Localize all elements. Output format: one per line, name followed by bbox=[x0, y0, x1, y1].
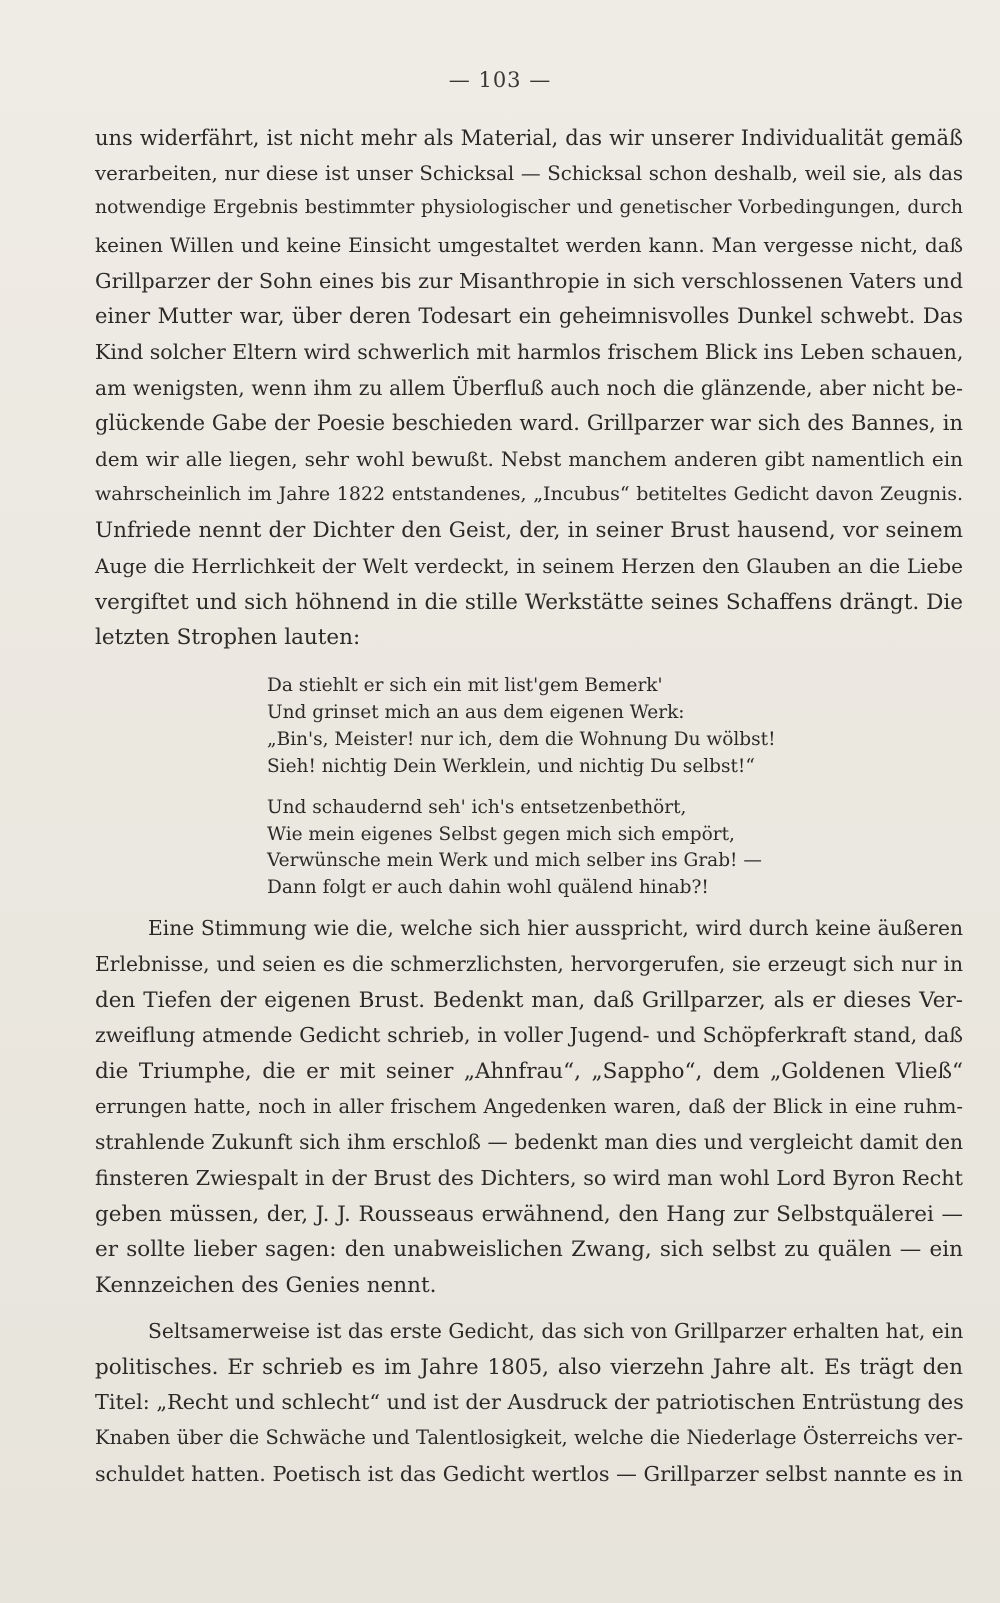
text-line: politisches. Er schrieb es im Jahre 1805, also vierzehn Jahre alt. Es trägt den bbox=[95, 1355, 963, 1380]
text-line: Eine Stimmung wie die, welche sich hier ausspricht, wird durch keine äußeren bbox=[148, 916, 963, 940]
text-line: schuldet hatten. Poetisch ist das Gedicht wertlos — Grillparzer selbst nannte es in bbox=[95, 1462, 963, 1486]
verse-line: Und grinset mich an aus dem eigenen Werk: bbox=[267, 702, 685, 723]
verse-line: Dann folgt er auch dahin wohl quälend hinab?! bbox=[267, 877, 709, 898]
text-line: Kennzeichen des Genies nennt. bbox=[95, 1273, 437, 1298]
text-line: Titel: „Recht und schlecht“ und ist der Ausdruck der patriotischen Entrüstung des bbox=[95, 1390, 964, 1414]
text-line: vergiftet und sich höhnend in die stille Werkstätte seines Schaffens drängt. Die bbox=[95, 590, 963, 615]
text-line: dem wir alle liegen, sehr wohl bewußt. Nebst manchem anderen gibt namentlich ein bbox=[95, 447, 963, 471]
verse-line: Wie mein eigenes Selbst gegen mich sich empört, bbox=[267, 824, 735, 845]
text-line: notwendige Ergebnis bestimmter physiologischer und genetischer Vorbedingungen, durch bbox=[95, 197, 963, 218]
text-line: uns widerfährt, ist nicht mehr als Material, das wir unserer Individualität gemäß bbox=[95, 126, 963, 150]
text-line: den Tiefen der eigenen Brust. Bedenkt man, daß Grillparzer, als er dieses Ver- bbox=[95, 988, 963, 1013]
text-line: Kind solcher Eltern wird schwerlich mit harmlos frischem Blick ins Leben schauen, bbox=[95, 340, 964, 364]
text-line: Seltsamerweise ist das erste Gedicht, das sich von Grillparzer erhalten hat, ein bbox=[148, 1319, 964, 1343]
page-number: — 103 — bbox=[448, 68, 552, 92]
verse-line: „Bin's, Meister! nur ich, dem die Wohnung Du wölbst! bbox=[267, 729, 776, 750]
text-line: Unfriede nennt der Dichter den Geist, der, in seiner Brust hausend, vor seinem bbox=[95, 518, 963, 543]
verse-line: Verwünsche mein Werk und mich selber ins Grab! — bbox=[267, 850, 762, 871]
text-line: finsteren Zwiespalt in der Brust des Dichters, so wird man wohl Lord Byron Recht bbox=[95, 1166, 963, 1190]
text-line: strahlende Zukunft sich ihm erschloß — bedenkt man dies und vergleicht damit den bbox=[95, 1130, 963, 1154]
text-line: Knaben über die Schwäche und Talentlosigkeit, welche die Niederlage Österreichs ver- bbox=[95, 1426, 963, 1449]
text-line: die Triumphe, die er mit seiner „Ahnfrau“, „Sappho“, dem „Goldenen Vließ“ bbox=[95, 1059, 963, 1084]
verse-line: Und schaudernd seh' ich's entsetzenbethört, bbox=[267, 797, 687, 818]
text-line: verarbeiten, nur diese ist unser Schicksal — Schicksal schon deshalb, weil sie, als das bbox=[95, 162, 963, 185]
verse-line: Da stiehlt er sich ein mit list'gem Bemerk' bbox=[267, 675, 663, 696]
text-line: wahrscheinlich im Jahre 1822 entstandenes, „Incubus“ betiteltes Gedicht davon Zeugnis. bbox=[95, 483, 963, 505]
text-line: letzten Strophen lauten: bbox=[95, 625, 361, 650]
text-line: Grillparzer der Sohn eines bis zur Misanthropie in sich verschlossenen Vaters und bbox=[95, 269, 963, 293]
text-line: geben müssen, der, J. J. Rousseaus erwähnend, den Hang zur Selbstquälerei — bbox=[95, 1202, 963, 1227]
text-line: glückende Gabe der Poesie beschieden ward. Grillparzer war sich des Bannes, in bbox=[95, 411, 963, 435]
text-line: keinen Willen und keine Einsicht umgestaltet werden kann. Man vergesse nicht, daß bbox=[95, 233, 963, 257]
verse-line: Sieh! nichtig Dein Werklein, und nichtig Du selbst!“ bbox=[267, 756, 755, 777]
text-line: er sollte lieber sagen: den unabweislichen Zwang, sich selbst zu quälen — ein bbox=[95, 1237, 963, 1262]
text-line: zweiflung atmende Gedicht schrieb, in voller Jugend- und Schöpferkraft stand, daß bbox=[95, 1023, 963, 1047]
text-line: errungen hatte, noch in aller frischem Angedenken waren, daß der Blick in eine ruhm- bbox=[95, 1095, 963, 1118]
text-line: Erlebnisse, und seien es die schmerzlichsten, hervorgerufen, sie erzeugt sich nur in bbox=[95, 952, 963, 976]
text-line: Auge die Herrlichkeit der Welt verdeckt, in seinem Herzen den Glauben an die Liebe bbox=[95, 554, 963, 578]
text-line: einer Mutter war, über deren Todesart ein geheimnisvolles Dunkel schwebt. Das bbox=[95, 304, 963, 328]
text-line: am wenigsten, wenn ihm zu allem Überfluß auch noch die glänzende, aber nicht be- bbox=[95, 376, 963, 400]
